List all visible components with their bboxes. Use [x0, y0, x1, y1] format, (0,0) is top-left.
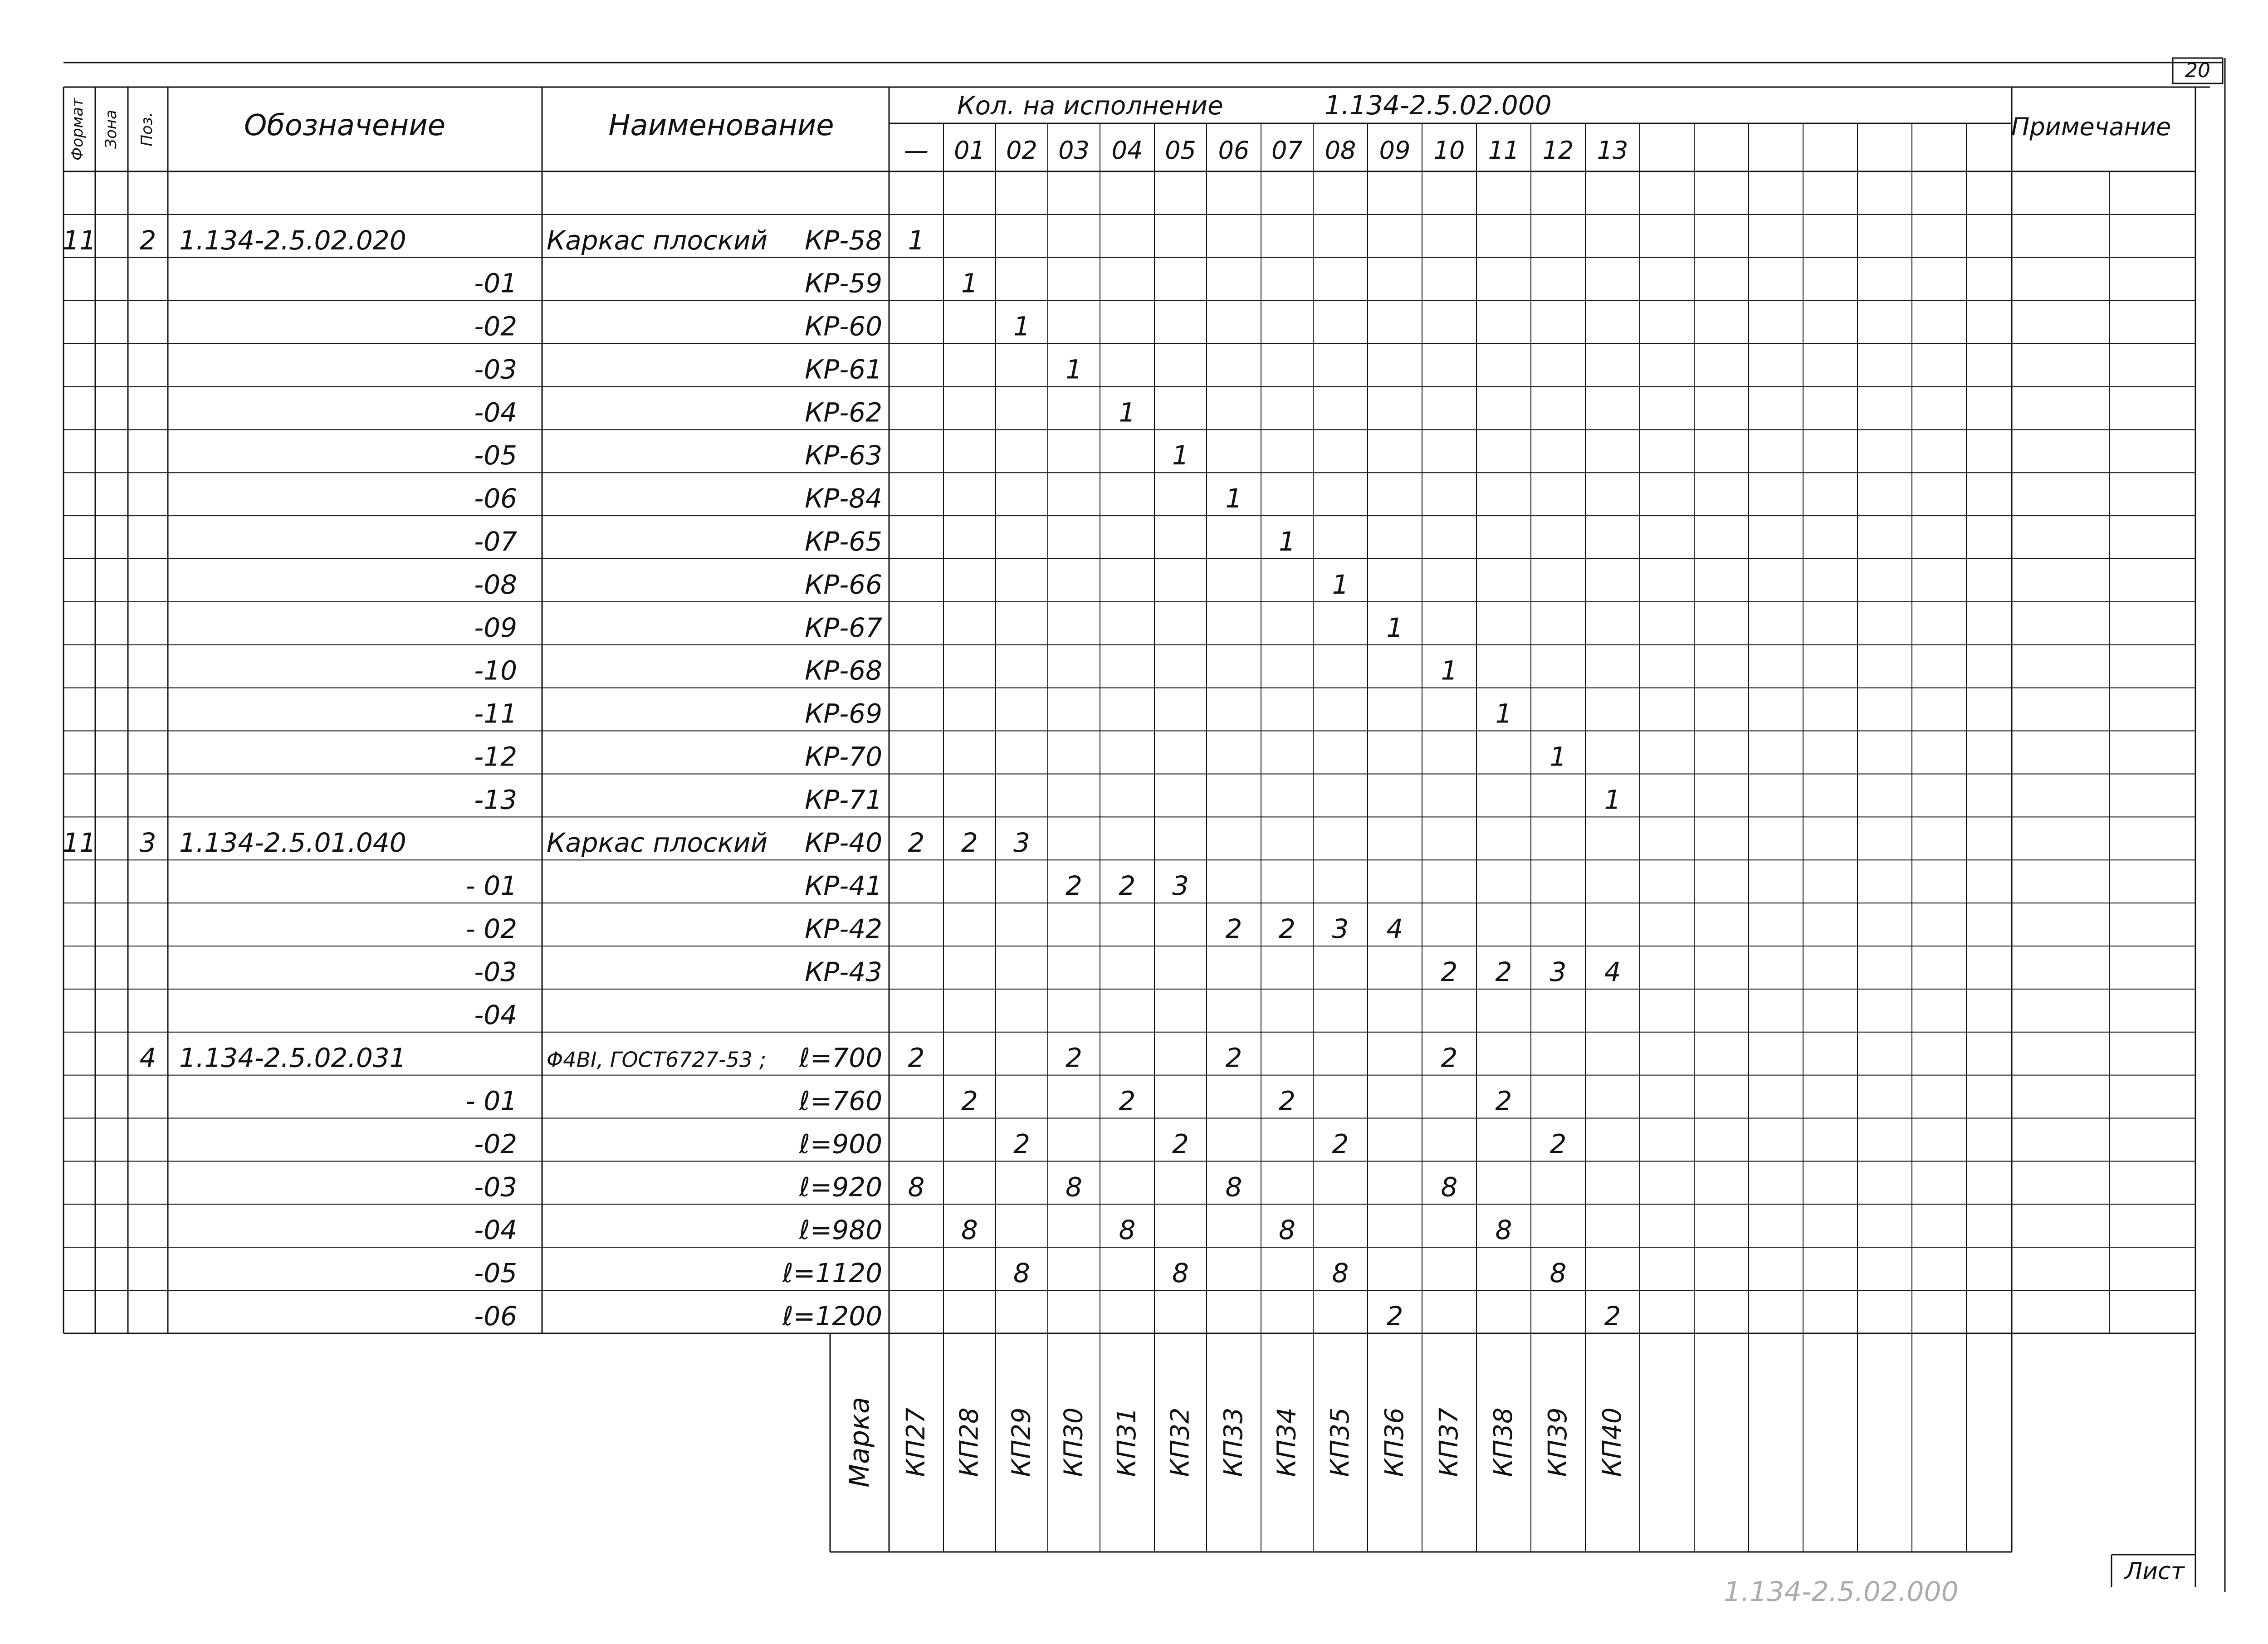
- name-cell-right: КР-67: [805, 612, 882, 643]
- quantity-cell: 1: [1549, 741, 1567, 772]
- designation-cell: -05: [474, 1258, 517, 1289]
- marka-value: КП34: [1272, 1407, 1302, 1477]
- marka-value: КП39: [1543, 1407, 1573, 1477]
- marka-value: КП38: [1489, 1407, 1518, 1477]
- pos-cell: 2: [139, 224, 156, 256]
- designation-cell: -04: [474, 999, 517, 1030]
- name-cell-right: КР-84: [805, 483, 882, 514]
- name-cell-right: КР-61: [805, 354, 882, 385]
- quantity-cell: 8: [961, 1215, 978, 1246]
- assembly-number: 1.134-2.5.02.000: [1325, 90, 1552, 121]
- table-row: [474, 1000, 517, 1030]
- format-cell: 11: [63, 224, 96, 256]
- quantity-cell: 1: [1386, 612, 1403, 643]
- variant-header: 06: [1218, 136, 1250, 165]
- marka-value: КП31: [1112, 1407, 1142, 1477]
- variant-header: 10: [1433, 136, 1465, 165]
- quantity-cell: 1: [1279, 526, 1295, 557]
- table-row: [474, 311, 1030, 342]
- quantity-cell: 2: [1119, 1085, 1136, 1117]
- marka-value: КП28: [954, 1407, 984, 1477]
- table-row: [466, 913, 1403, 944]
- quantity-cell: 1: [1441, 655, 1458, 686]
- marka-value: КП30: [1059, 1407, 1089, 1477]
- quantity-cell: 2: [908, 1042, 925, 1073]
- name-cell-right: КР-60: [805, 311, 882, 342]
- quantity-cell: 1: [1066, 354, 1082, 385]
- name-cell-right: КР-40: [805, 827, 882, 859]
- quantity-cell: 3: [1332, 913, 1349, 944]
- quantity-cell: 8: [1119, 1215, 1136, 1246]
- designation-cell: -02: [474, 1128, 517, 1160]
- table-row: [474, 526, 1295, 557]
- quantity-cell: 2: [961, 827, 978, 859]
- name-cell-right: КР-71: [805, 784, 882, 815]
- table-row: [63, 827, 1030, 858]
- name-cell-right: ℓ=760: [799, 1085, 882, 1117]
- variant-header: 03: [1058, 136, 1090, 165]
- quantity-cell: 2: [1066, 1042, 1082, 1073]
- name-cell-right: КР-41: [805, 870, 882, 902]
- table-row: [474, 354, 1082, 385]
- name-cell-right: ℓ=1120: [782, 1258, 882, 1289]
- designation-cell: -12: [474, 741, 517, 772]
- designation-cell: 1.134-2.5.01.040: [179, 827, 406, 859]
- table-row: [474, 1171, 1457, 1202]
- quantity-cell: 2: [1279, 1085, 1295, 1117]
- variant-header: 01: [954, 136, 985, 165]
- quantity-cell: 1: [1013, 311, 1030, 342]
- designation-cell: -08: [474, 569, 517, 600]
- pos-cell: 3: [139, 827, 156, 859]
- designation-cell: -03: [474, 1171, 517, 1203]
- designation-cell: - 01: [465, 1085, 517, 1117]
- quantity-cell: 4: [1386, 913, 1403, 944]
- designation-cell: 1.134-2.5.02.020: [179, 224, 406, 256]
- quantity-cell: 8: [1332, 1258, 1349, 1289]
- variant-header: 09: [1379, 136, 1411, 165]
- quantity-cell: 8: [908, 1171, 925, 1203]
- marka-label: Марка: [844, 1397, 875, 1488]
- marka-value: КП35: [1325, 1407, 1355, 1477]
- pos-cell: 4: [139, 1042, 156, 1073]
- name-cell-right: КР-66: [805, 569, 882, 600]
- quantity-cell: 8: [1495, 1215, 1512, 1246]
- note-header: Примечание: [2011, 112, 2171, 141]
- name-cell-right: КР-62: [805, 397, 882, 428]
- variant-header: 12: [1542, 136, 1574, 165]
- quantity-cell: 8: [1172, 1258, 1189, 1289]
- quantity-cell: 1: [1119, 397, 1136, 428]
- table-row: [474, 612, 1403, 643]
- marka-value: КП37: [1434, 1407, 1464, 1477]
- designation-cell: - 02: [465, 913, 517, 944]
- designation-cell: -07: [474, 526, 517, 557]
- quantity-cell: 8: [1013, 1258, 1030, 1289]
- variant-header: 04: [1111, 136, 1143, 165]
- name-cell-right: КР-43: [805, 956, 882, 987]
- designation-cell: -10: [474, 655, 517, 686]
- designation-cell: -06: [474, 483, 517, 514]
- table-grid: [64, 87, 2195, 1552]
- qty-header: Кол. на исполнение: [957, 91, 1223, 121]
- designation-cell: - 01: [465, 870, 517, 902]
- quantity-cell: 4: [1604, 956, 1621, 987]
- name-cell-right: ℓ=980: [799, 1215, 882, 1246]
- variant-header: 08: [1325, 136, 1356, 165]
- quantity-cell: 2: [1386, 1301, 1403, 1332]
- designation-cell: -06: [474, 1301, 517, 1332]
- table-row: [474, 397, 1135, 428]
- designation-cell: -13: [474, 784, 517, 815]
- name-cell-right: КР-58: [805, 224, 882, 256]
- quantity-cell: 3: [1549, 956, 1567, 987]
- marka-block: [830, 1333, 2012, 1552]
- quantity-cell: 2: [1225, 913, 1242, 944]
- variant-header: 07: [1271, 136, 1303, 165]
- table-row: [474, 268, 978, 299]
- name-cell-right: КР-68: [805, 655, 882, 686]
- table-row: [63, 225, 924, 256]
- quantity-cell: 2: [1441, 1042, 1458, 1073]
- quantity-cell: 8: [1225, 1171, 1242, 1203]
- table-row: [474, 483, 1242, 514]
- table-row: [466, 870, 1189, 901]
- marka-value: КП36: [1380, 1407, 1409, 1477]
- name-cell-left: Каркас плоский: [547, 224, 768, 256]
- quantity-cell: 1: [1332, 569, 1349, 600]
- quantity-cell: 2: [1495, 956, 1512, 987]
- name-cell-right: ℓ=700: [799, 1042, 882, 1073]
- name-cell-right: ℓ=1200: [782, 1301, 882, 1332]
- quantity-cell: 1: [908, 224, 925, 256]
- designation-cell: -03: [474, 354, 517, 385]
- designation-cell: -04: [474, 397, 517, 428]
- name-cell-right: КР-70: [805, 741, 882, 772]
- table-body: [63, 136, 1628, 1332]
- table-row: [474, 655, 1457, 686]
- name-cell-right: КР-42: [805, 913, 882, 944]
- quantity-cell: 8: [1441, 1171, 1458, 1203]
- designation-cell: -05: [474, 440, 517, 471]
- table-row: [474, 1258, 1566, 1288]
- marka-value: КП40: [1598, 1407, 1627, 1477]
- marka-value: КП27: [901, 1407, 931, 1477]
- quantity-cell: 1: [1495, 698, 1512, 729]
- variant-header: 11: [1488, 136, 1520, 165]
- quantity-cell: 2: [1013, 1128, 1030, 1160]
- quantity-cell: 2: [1549, 1128, 1567, 1160]
- quantity-cell: 1: [1225, 483, 1242, 514]
- quantity-cell: 2: [1332, 1128, 1349, 1160]
- marka-value: КП32: [1165, 1407, 1195, 1477]
- quantity-cell: 2: [1441, 956, 1458, 987]
- table-row: [474, 1128, 1566, 1159]
- variant-header: 13: [1597, 136, 1628, 165]
- name-cell-right: ℓ=920: [799, 1171, 882, 1203]
- quantity-cell: 1: [1604, 784, 1621, 815]
- name-cell-left: Φ4BI, ГОСТ6727-53 ;: [547, 1047, 767, 1072]
- quantity-cell: 2: [908, 827, 925, 859]
- table-row: [466, 1086, 1512, 1117]
- quantity-cell: 2: [1066, 870, 1082, 902]
- table-row: [474, 698, 1512, 729]
- name-cell-right: КР-63: [805, 440, 882, 471]
- variant-header: 02: [1006, 136, 1037, 165]
- name-cell-right: КР-59: [805, 268, 882, 299]
- quantity-cell: 2: [1279, 913, 1295, 944]
- name-cell-right: ℓ=900: [799, 1128, 882, 1160]
- designation-cell: 1.134-2.5.02.031: [179, 1042, 406, 1073]
- format-cell: 11: [63, 827, 96, 859]
- quantity-cell: 2: [1604, 1301, 1621, 1332]
- format-header: Формат: [68, 98, 87, 161]
- quantity-cell: 8: [1549, 1258, 1567, 1289]
- quantity-cell: 2: [1172, 1128, 1189, 1160]
- quantity-cell: 2: [1495, 1085, 1512, 1117]
- table-row: [474, 569, 1349, 600]
- name-header: Наименование: [608, 109, 834, 142]
- designation-cell: -09: [474, 612, 517, 643]
- quantity-cell: 2: [961, 1085, 978, 1117]
- quantity-cell: 8: [1066, 1171, 1082, 1203]
- designation-cell: -04: [474, 1215, 517, 1246]
- pos-header: Поз.: [138, 112, 156, 146]
- zone-header: Зона: [102, 110, 120, 149]
- quantity-cell: 1: [961, 268, 978, 299]
- designation-cell: -11: [474, 698, 517, 729]
- name-cell-right: КР-65: [805, 526, 882, 557]
- table-row: [474, 741, 1566, 772]
- name-cell-right: КР-69: [805, 698, 882, 729]
- footer-designation: 1.134-2.5.02.000: [1724, 1576, 1959, 1608]
- name-cell-left: Каркас плоский: [547, 827, 768, 859]
- quantity-cell: 1: [1172, 440, 1189, 471]
- variant-header: 05: [1165, 136, 1196, 165]
- marka-value: КП33: [1219, 1407, 1248, 1477]
- quantity-cell: 8: [1279, 1215, 1295, 1246]
- table-row: [474, 1215, 1512, 1245]
- table-row: [474, 440, 1189, 471]
- quantity-cell: 2: [1119, 870, 1136, 902]
- designation-cell: -03: [474, 956, 517, 987]
- quantity-cell: 3: [1013, 827, 1030, 859]
- variant-header: —: [904, 136, 929, 165]
- designation-cell: -01: [474, 268, 517, 299]
- quantity-cell: 3: [1172, 870, 1189, 902]
- sheet-label: Лист: [2125, 1558, 2185, 1585]
- designation-header: Обозначение: [244, 109, 446, 142]
- table-row: [140, 1043, 1458, 1073]
- page-number: 20: [2185, 59, 2210, 82]
- quantity-cell: 2: [1225, 1042, 1242, 1073]
- marka-value: КП29: [1007, 1407, 1036, 1477]
- designation-cell: -02: [474, 311, 517, 342]
